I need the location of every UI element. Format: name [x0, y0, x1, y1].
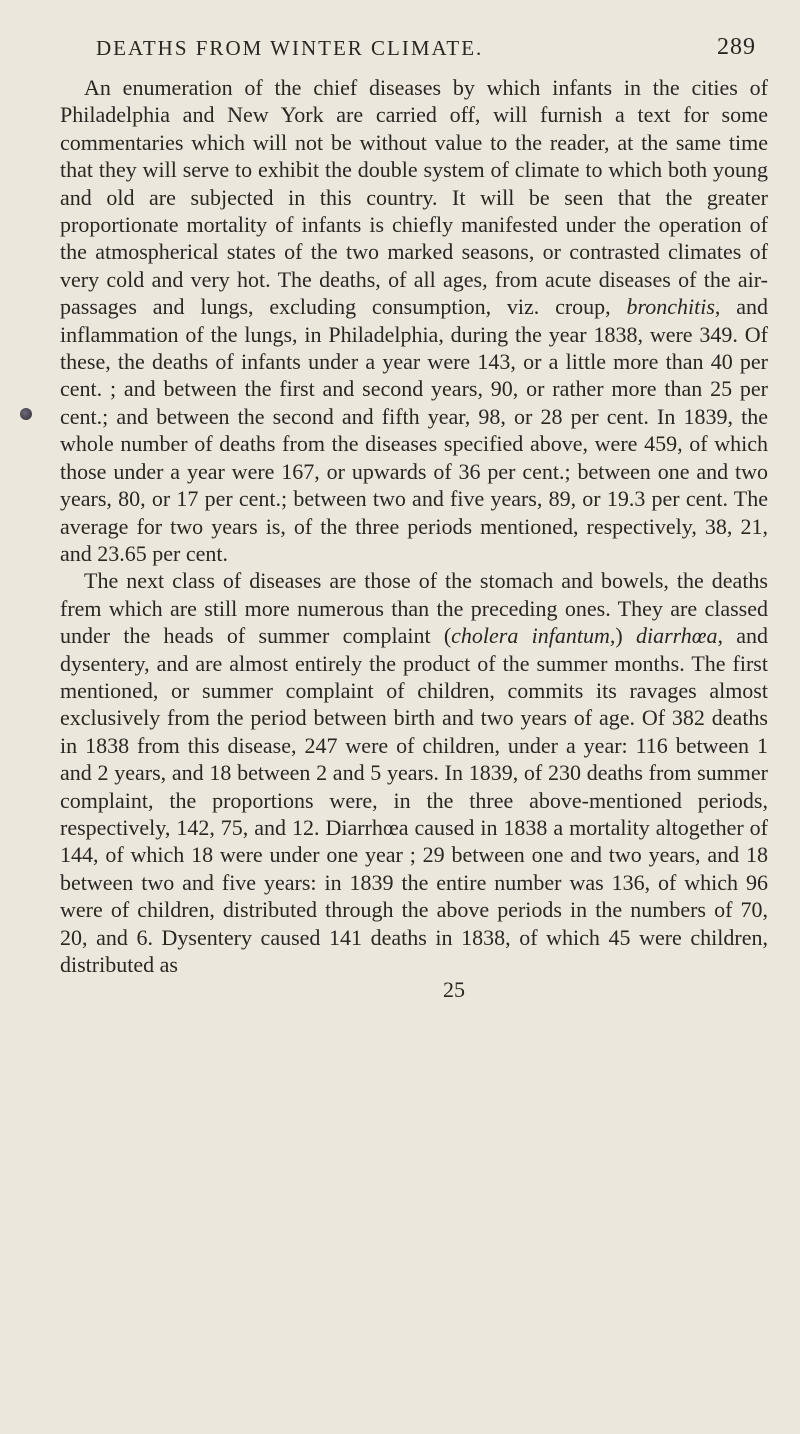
paragraph — [60, 74, 768, 567]
text-segment: ) — [615, 623, 636, 649]
text-segment: The next class of diseases are those of the stomach and bowels, the deaths frem which are still more numerous than the preceding ones. They are classed under the heads of summer complaint ( — [60, 568, 768, 649]
page-number: 289 — [717, 34, 756, 60]
italic-term: cholera infantum, — [451, 623, 616, 649]
text-segment: An enumeration of the chief diseases by which infants in the cities of Philadelphia and New York are carried off, will furnish a text for some commentaries which will not be without value to the reader, at the same time that they will serve to exhibit the double system of climate to which both young and old are subjected in this country. It will be seen that the greater proportionate mortality of infants is chiefly manifested under the operation of the atmospherical states of the two marked seasons, or contrasted climates of very cold and very hot. The deaths, of all ages, from acute diseases of the air-passages and lungs, excluding consumption, viz. croup, — [60, 75, 768, 320]
ink-blot-mark — [20, 408, 32, 420]
page-header — [60, 28, 768, 74]
running-head: DEATHS FROM WINTER CLIMATE. — [96, 36, 484, 60]
text-segment: , and inflammation of the lungs, in Philadelphia, during the year 1838, were 349. Of these, the deaths of infants under a year were 143, or a little more than 40 per cent. ; and between the first and second years, 90, or rather more than 25 per cent.; and between the second and fifth year, 98, or 28 per cent. In 1839, the whole number of deaths from the diseases specified above, were 459, of which those under a year were 167, or upwards of 36 per cent.; between one and two years, 80, or 17 per cent.; between two and five years, 89, or 19.3 per cent. The average for two years is, of the three periods mentioned, respectively, 38, 21, and 23.65 per cent. — [60, 294, 768, 566]
body-text — [60, 74, 768, 978]
paragraph — [60, 567, 768, 978]
italic-term: bronchitis — [626, 294, 715, 320]
italic-term: diarrhœa — [635, 623, 718, 649]
signature-mark: 25 — [443, 977, 465, 1003]
book-page — [60, 28, 768, 1002]
text-segment: , and dysentery, and are almost entirely the product of the summer months. The first mentioned, or summer complaint of children, commits its ravages almost exclusively from the period between birth and two years of age. Of 382 deaths in 1838 from this disease, 247 were of children, under a year: 116 between 1 and 2 years, and 18 between 2 and 5 years. In 1839, of 230 deaths from summer complaint, the proportions were, in the three above-mentioned periods, respectively, 142, 75, and 12. Diarrhœa caused in 1838 a mortality altogether of 144, of which 18 were under one year ; 29 between one and two years, and 18 between two and five years: in 1839 the entire number was 136, of which 96 were of children, distributed through the above periods in the numbers of 70, 20, and 6. Dysentery caused 141 deaths in 1838, of which 45 were children, distributed as — [60, 623, 768, 977]
